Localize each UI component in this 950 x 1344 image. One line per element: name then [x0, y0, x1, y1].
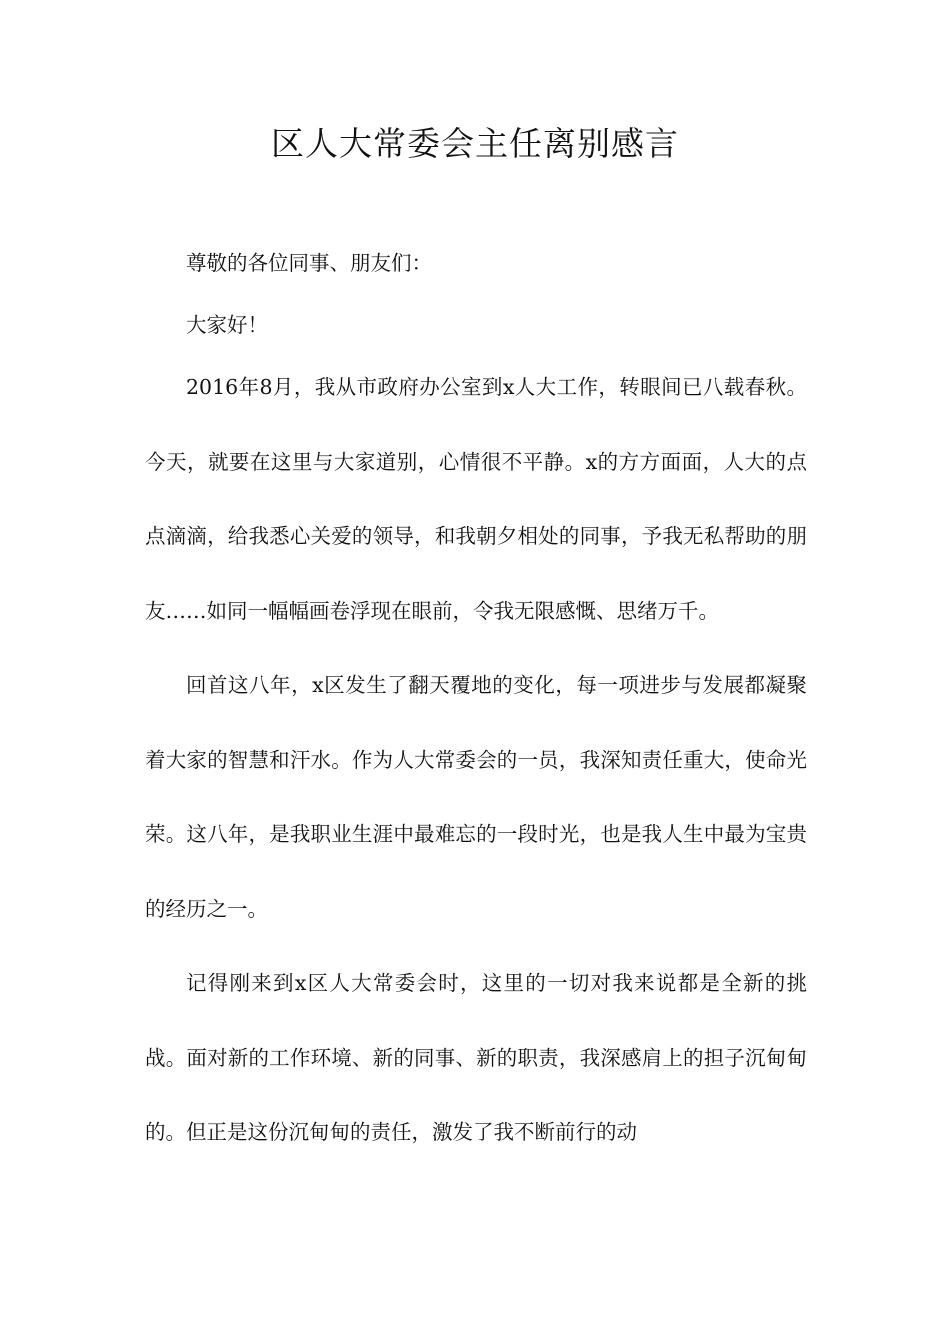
salutation-paragraph: 尊敬的各位同事、朋友们： — [186, 251, 432, 275]
body-paragraph-2: 回首这八年，x区发生了翻天覆地的变化，每一项进步与发展都凝聚着大家的智慧和汗水。作为人大常委会的一员，我深知责任重大，使命光荣。这八年，是我职业生涯中最难忘的一段时光，也是我人生中最为宝贵的经历之一。 — [145, 673, 807, 921]
document-title: 区人大常委会主任离别感言 — [271, 124, 679, 163]
body-paragraph-1: 2016年8月，我从市政府办公室到x人大工作，转眼间已八载春秋。今天，就要在这里与大家道别，心情很不平静。x的方方面面，人大的点点滴滴，给我悉心关爱的领导，和我朝夕相处的同事，予我无私帮助的朋友……如同一幅幅画卷浮现在眼前，令我无限感慨、思绪万千。 — [145, 375, 807, 623]
body-paragraph-3: 记得刚来到x区人大常委会时，这里的一切对我来说都是全新的挑战。面对新的工作环境、新的同事、新的职责，我深感肩上的担子沉甸甸的。但正是这份沉甸甸的责任，激发了我不断前行的动 — [145, 971, 807, 1144]
greeting-paragraph: 大家好！ — [186, 313, 268, 337]
document-body — [145, 232, 807, 1170]
